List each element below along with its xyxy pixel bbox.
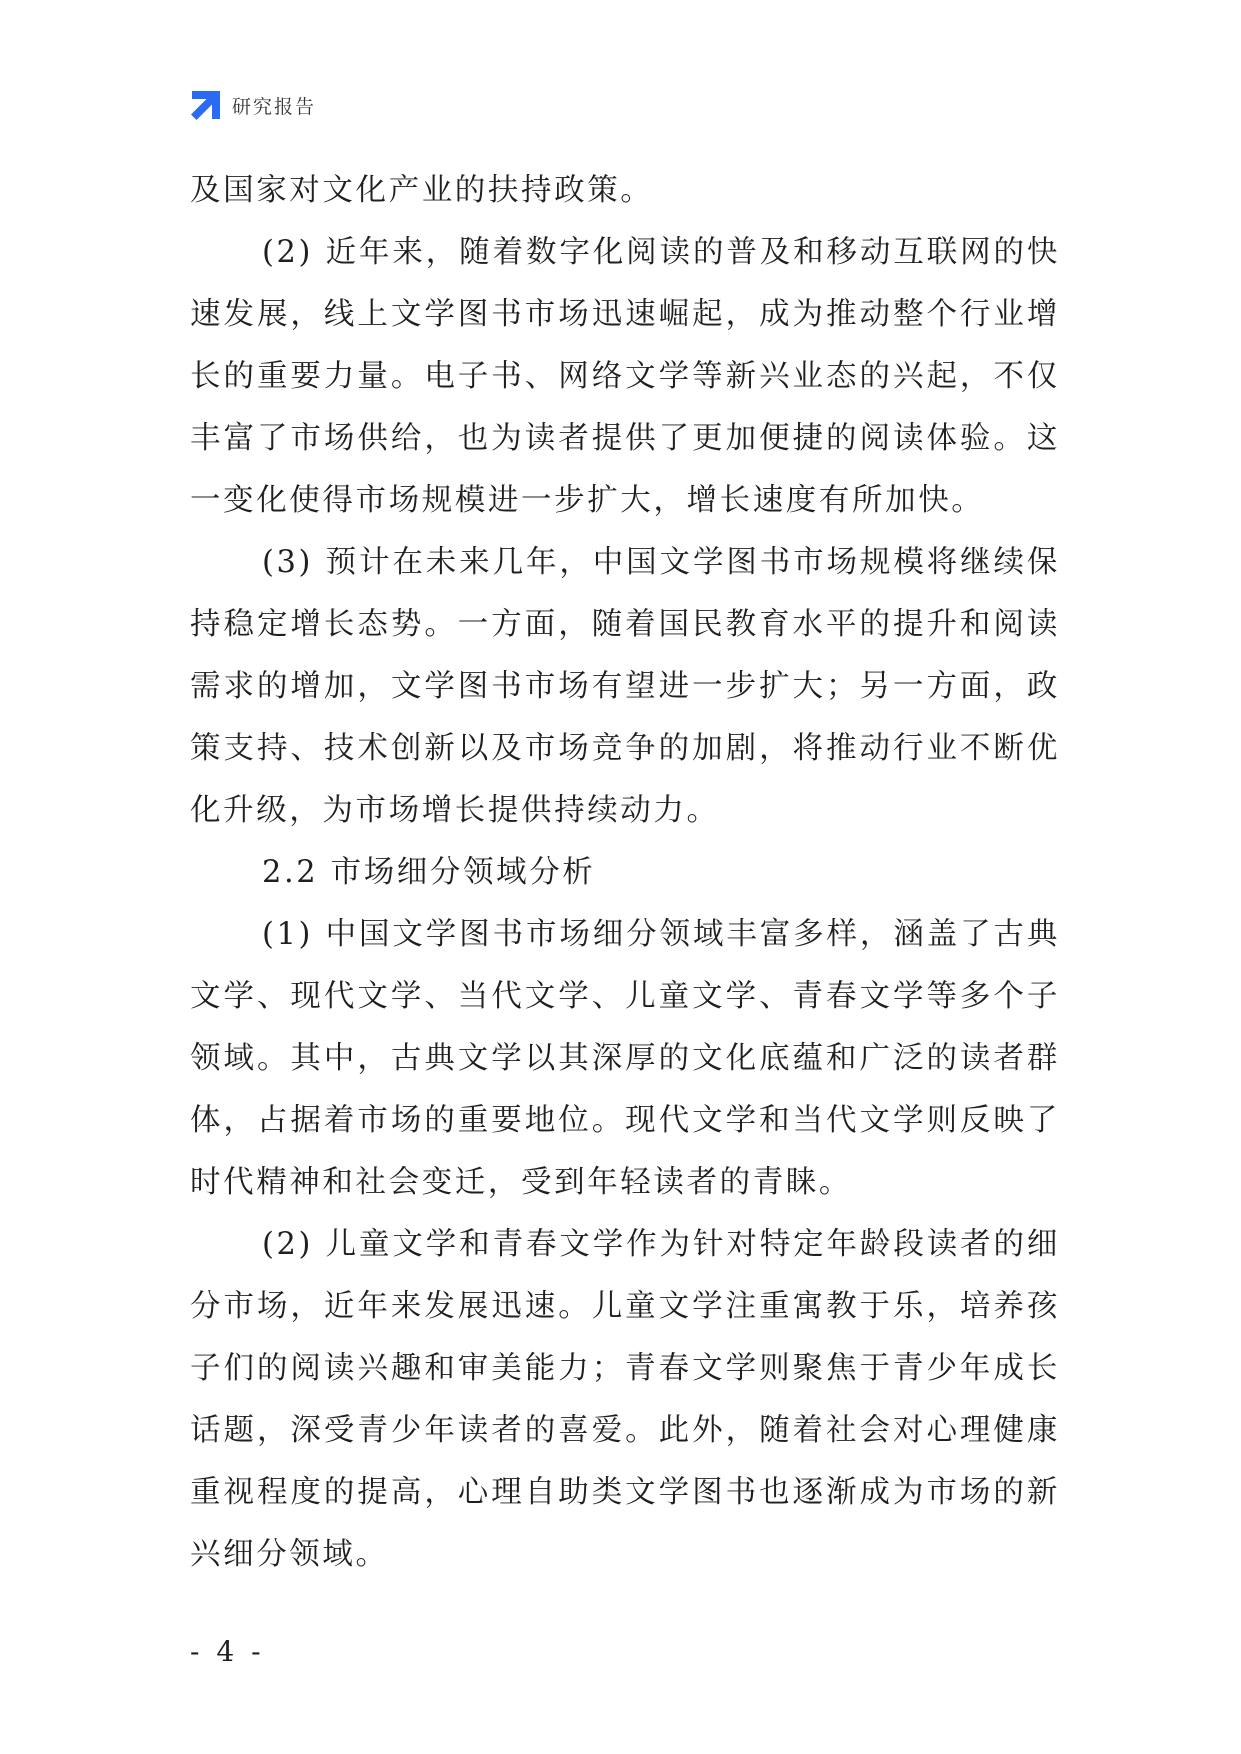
paragraph-continuation: 及国家对文化产业的扶持政策。 bbox=[190, 173, 654, 208]
paragraph-2: (2) 近年来，随着数字化阅读的普及和移动互联网的快速发展，线上文学图书市场迅速崛起，成为推动整个行业增长的重要力量。电子书、网络文学等新兴业态的兴起，不仅丰富了市场供给，也为读者提供了更加便捷的阅读体验。这一变化使得市场规模进一步扩大，增长速度有所加快。 bbox=[190, 235, 1060, 518]
header-title: 研究报告 bbox=[232, 95, 317, 118]
document-body bbox=[190, 160, 1060, 1586]
paragraph-3: (3) 预计在未来几年，中国文学图书市场规模将继续保持稳定增长态势。一方面，随着国民教育水平的提升和阅读需求的增加，文学图书市场有望进一步扩大；另一方面，政策支持、技术创新以及市场竞争的加剧，将推动行业不断优化升级，为市场增长提供持续动力。 bbox=[190, 545, 1060, 828]
paragraph-section-2: (2) 儿童文学和青春文学作为针对特定年龄段读者的细分市场，近年来发展迅速。儿童文学注重寓教于乐，培养孩子们的阅读兴趣和审美能力；青春文学则聚焦于青少年成长话题，深受青少年读者的喜爱。此外，随着社会对心理健康重视程度的提高，心理自助类文学图书也逐渐成为市场的新兴细分领域。 bbox=[190, 1227, 1060, 1572]
arrow-logo-icon bbox=[190, 89, 222, 121]
document-header bbox=[190, 88, 316, 122]
paragraph-section-1: (1) 中国文学图书市场细分领域丰富多样，涵盖了古典文学、现代文学、当代文学、儿童文学、青春文学等多个子领域。其中，古典文学以其深厚的文化底蕴和广泛的读者群体，占据着市场的重要地位。现代文学和当代文学则反映了时代精神和社会变迁，受到年轻读者的青睐。 bbox=[190, 917, 1060, 1200]
page-number: - 4 - bbox=[190, 1635, 265, 1668]
section-heading: 2.2 市场细分领域分析 bbox=[262, 855, 596, 890]
